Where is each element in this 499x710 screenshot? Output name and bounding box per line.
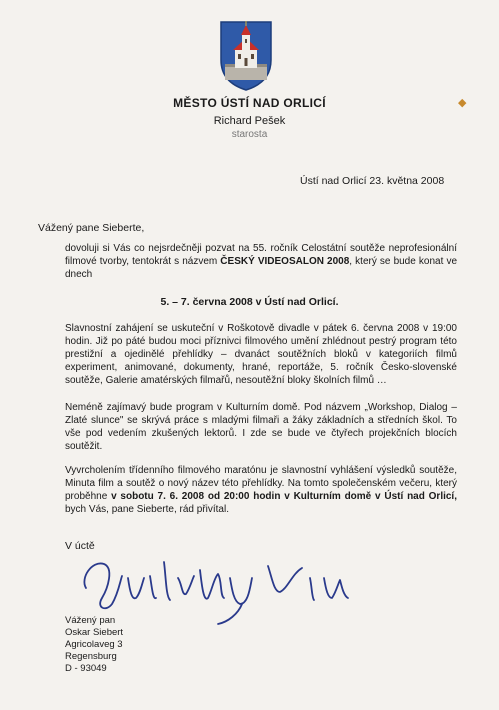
mayor-name: Richard Pešek: [213, 115, 286, 127]
address-line: D - 93049: [65, 663, 107, 674]
address-line: Vážený pan: [65, 615, 116, 626]
paragraph-finale: [65, 464, 457, 516]
stamp-mark-icon: ◆: [458, 97, 467, 109]
city-name: MĚSTO ÚSTÍ NAD ORLICÍ: [173, 96, 326, 110]
paragraph-text: Vyvrcholením třídenního filmového maratónu je slavnostní vyhlášení výsledků soutěže, Minuta film a soutěž o nový název této přehlídky. Na tomto společenském večeru, který proběhne: [65, 465, 457, 502]
paragraph-workshop: Neméně zajímavý bude program v Kulturním domě. Pod názvem „Workshop, Dialog – Zlaté slunce" se skrývá práce s mladými filmaři a žáky základních a středních škol. To vše pod vedením zkušených lektorů. I zde se bude ve čtyřech projekčních blocích soutěžit.: [65, 402, 457, 452]
event-name: ČESKÝ VIDEOSALON 2008: [220, 256, 350, 267]
address-line: Agricolaveg 3: [65, 639, 123, 650]
closing: V úctě: [65, 540, 95, 552]
paragraph-opening: Slavnostní zahájení se uskuteční v Roškotově divadle v pátek 6. června 2008 v 19:00 hodin. Již po páté budou moci příznivci filmového umění zhlédnout pestrý program této prestižní a ojedinělé přehlídky – dvanáct soutěžních bloků v kategoriích filmů experiment, animované, dokumenty, hrané, reportáže, 5. ročník Česko-slovenské soutěže, Galerie amatérských filmařů, nesoutěžní bloky školních filmů …: [65, 323, 457, 386]
paragraph-text: dovoluji si Vás co nejsrdečněji pozvat na 55. ročník Celostátní soutěže neprofesionální filmové tvorby, tentokrát s názvem: [65, 243, 457, 267]
address-line: Regensburg: [65, 651, 117, 662]
paragraph-text: bych Vás, pane Sieberte, rád přivítal.: [65, 504, 229, 515]
recipient-address: [65, 615, 123, 675]
handwritten-signature: [78, 548, 398, 628]
salutation: Vážený pane Sieberte,: [38, 222, 145, 234]
letter-date: Ústí nad Orlicí 23. května 2008: [300, 175, 445, 187]
coat-of-arms-icon: [219, 20, 273, 92]
paragraph-text: , který se bude konat ve dnech: [65, 256, 458, 280]
paragraph-invitation: [65, 242, 457, 281]
mayor-role: starosta: [231, 129, 268, 140]
address-line: Oskar Siebert: [65, 627, 124, 638]
event-dates: 5. – 7. června 2008 v Ústí nad Orlicí.: [160, 296, 339, 308]
finale-date: v sobotu 7. 6. 2008 od 20:00 hodin v Kulturním domě v Ústí nad Orlicí,: [111, 491, 457, 502]
